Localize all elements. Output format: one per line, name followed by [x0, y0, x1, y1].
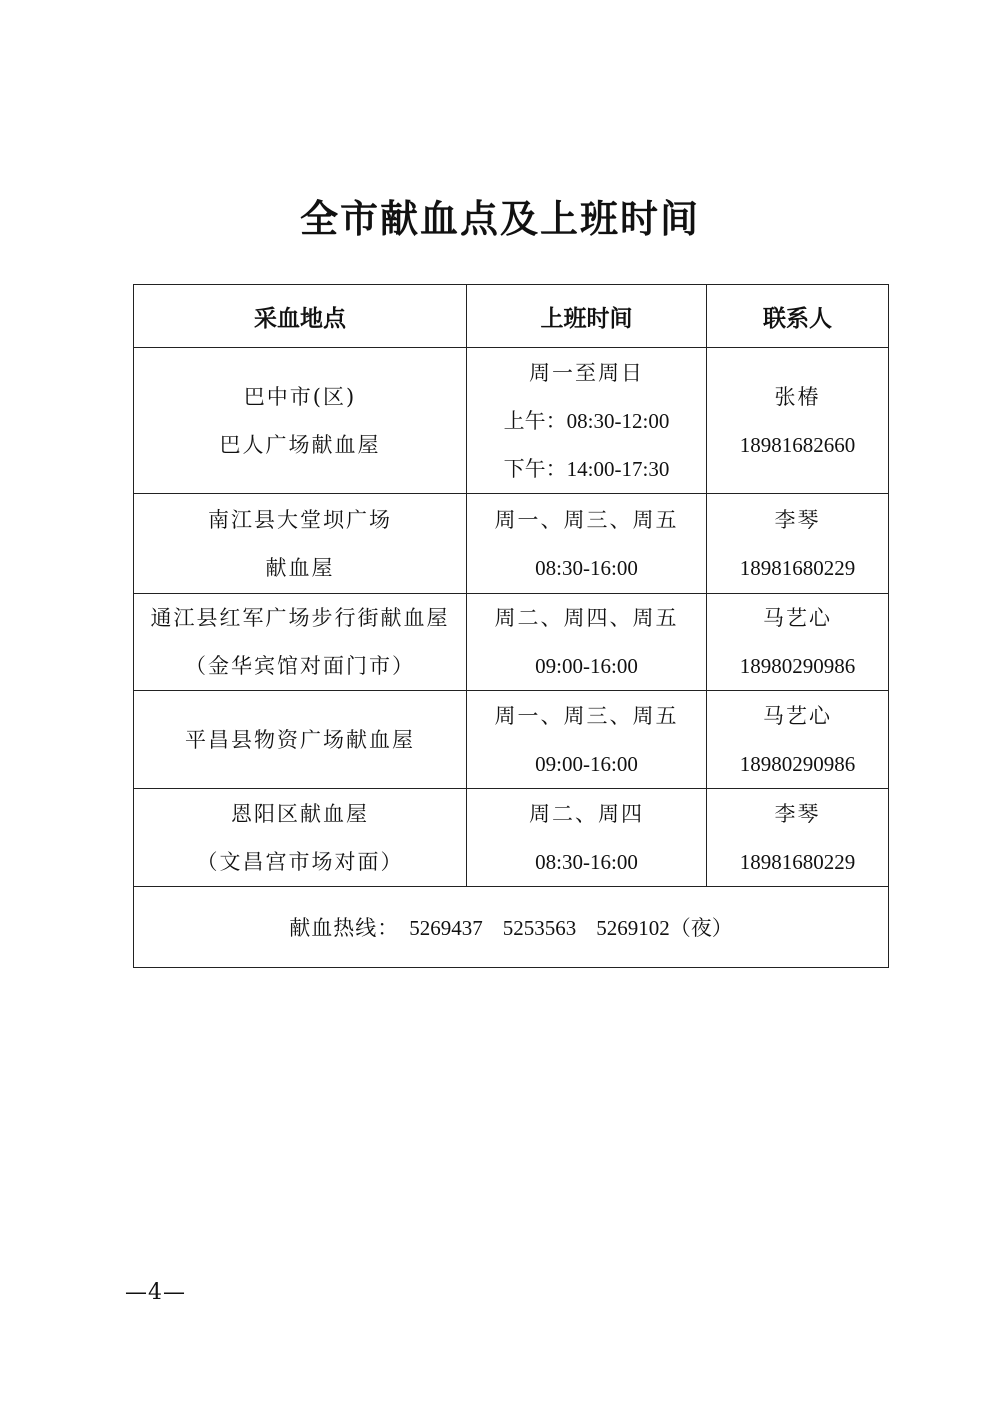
contact-phone: 18981680229 — [739, 849, 856, 874]
contact-name: 李琴 — [774, 801, 821, 826]
location-line: （金华宾馆对面门市） — [185, 654, 415, 678]
table-header-row — [134, 285, 889, 348]
location-line: 恩阳区献血屋 — [231, 801, 369, 826]
contact-phone: 18981682660 — [739, 432, 856, 457]
hotline-row — [134, 887, 889, 968]
table-row — [134, 691, 889, 789]
location-cell — [134, 594, 467, 691]
days-line: 周一、周三、周五 — [494, 703, 679, 728]
contact-cell — [707, 691, 889, 789]
location-line: （文昌宫市场对面） — [196, 849, 404, 874]
location-cell — [134, 494, 467, 594]
contact-phone: 18980290986 — [739, 751, 856, 776]
table-row — [134, 789, 889, 887]
days-line: 周一至周日 — [529, 360, 644, 385]
page-title: 全市献血点及上班时间 — [299, 197, 700, 241]
hours-line: 08:30-16:00 — [535, 849, 638, 874]
contact-cell — [707, 494, 889, 594]
hotline-label: 献血热线： — [289, 916, 400, 940]
contact-name: 马艺心 — [763, 606, 832, 630]
days-line: 周一、周三、周五 — [494, 507, 679, 532]
contact-name: 马艺心 — [763, 703, 832, 728]
location-line: 通江县红军广场步行街献血屋 — [150, 606, 450, 630]
days-line: 周二、周四、周五 — [494, 606, 679, 630]
hours-line: 上午：08:30-12:00 — [503, 408, 670, 433]
table-row — [134, 348, 889, 494]
hotline-number: 5269102（夜） — [596, 916, 733, 940]
header-hours: 上班时间 — [467, 285, 707, 348]
location-line: 巴人广场献血屋 — [219, 432, 381, 457]
location-cell — [134, 691, 467, 789]
location-line: 南江县大堂坝广场 — [208, 507, 392, 532]
header-contact: 联系人 — [707, 285, 889, 348]
location-line: 平昌县物资广场献血屋 — [185, 727, 415, 752]
hours-cell — [467, 594, 707, 691]
contact-phone: 18981680229 — [739, 555, 856, 580]
blood-donation-table — [133, 284, 889, 968]
location-cell — [134, 789, 467, 887]
location-line: 巴中市(区) — [243, 384, 357, 409]
hours-line: 09:00-16:00 — [535, 751, 638, 776]
hours-line: 09:00-16:00 — [535, 654, 638, 678]
contact-name: 李琴 — [774, 507, 821, 532]
hours-cell — [467, 691, 707, 789]
header-location: 采血地点 — [134, 285, 467, 348]
hotline-number: 5253563 — [502, 916, 577, 940]
contact-cell — [707, 594, 889, 691]
hotline-number: 5269437 — [409, 916, 483, 940]
page-number: —4— — [125, 1280, 186, 1305]
hours-line: 08:30-16:00 — [535, 555, 638, 580]
contact-name: 张椿 — [774, 384, 821, 409]
table-row — [134, 494, 889, 594]
hours-cell — [467, 789, 707, 887]
contact-cell — [707, 348, 889, 494]
days-line: 周二、周四 — [529, 801, 644, 826]
contact-cell — [707, 789, 889, 887]
hours-cell — [467, 494, 707, 594]
hotline-cell — [134, 887, 889, 968]
location-cell — [134, 348, 467, 494]
hours-line: 下午：14:00-17:30 — [503, 456, 670, 481]
contact-phone: 18980290986 — [739, 654, 856, 678]
location-line: 献血屋 — [265, 555, 335, 580]
hours-cell — [467, 348, 707, 494]
table-row — [134, 594, 889, 691]
